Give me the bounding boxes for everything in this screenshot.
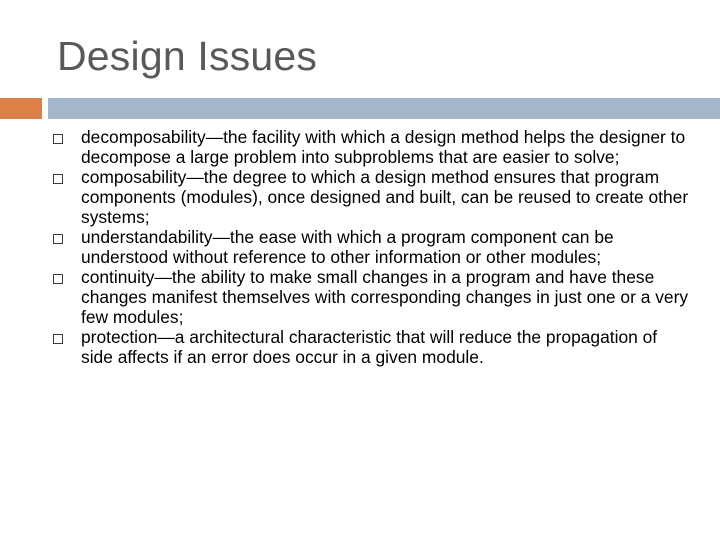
hollow-square-bullet-icon — [53, 274, 63, 284]
bullet-text: protection—a architectural characteristic that will reduce the propagation of side affects if an error does occur in a given module. — [81, 327, 658, 367]
hollow-square-bullet-icon — [53, 334, 63, 344]
bullet-text: composability—the degree to which a design method ensures that program components (modules), once designed and built, can be reused to create other systems; — [81, 167, 689, 227]
bullet-item-decomposability — [53, 127, 693, 167]
hollow-square-bullet-icon — [53, 174, 63, 184]
accent-bar-orange — [0, 98, 42, 119]
bullet-text: decomposability—the facility with which a design method helps the designer to decompose a large problem into subproblems that are easier to solve; — [81, 127, 686, 167]
hollow-square-bullet-icon — [53, 134, 63, 144]
accent-bar-blue — [48, 98, 720, 119]
bullet-item-composability — [53, 167, 693, 227]
bullet-item-protection — [53, 327, 693, 367]
hollow-square-bullet-icon — [53, 234, 63, 244]
slide-title: Design Issues — [57, 33, 318, 79]
bullet-item-understandability — [53, 227, 693, 267]
bullet-text: understandability—the ease with which a program component can be understood without reference to other information or other modules; — [81, 227, 614, 267]
bullet-item-continuity — [53, 267, 693, 327]
bullet-list — [53, 127, 693, 367]
bullet-text: continuity—the ability to make small changes in a program and have these changes manifest themselves with corresponding changes in just one or a very few modules; — [81, 267, 689, 327]
